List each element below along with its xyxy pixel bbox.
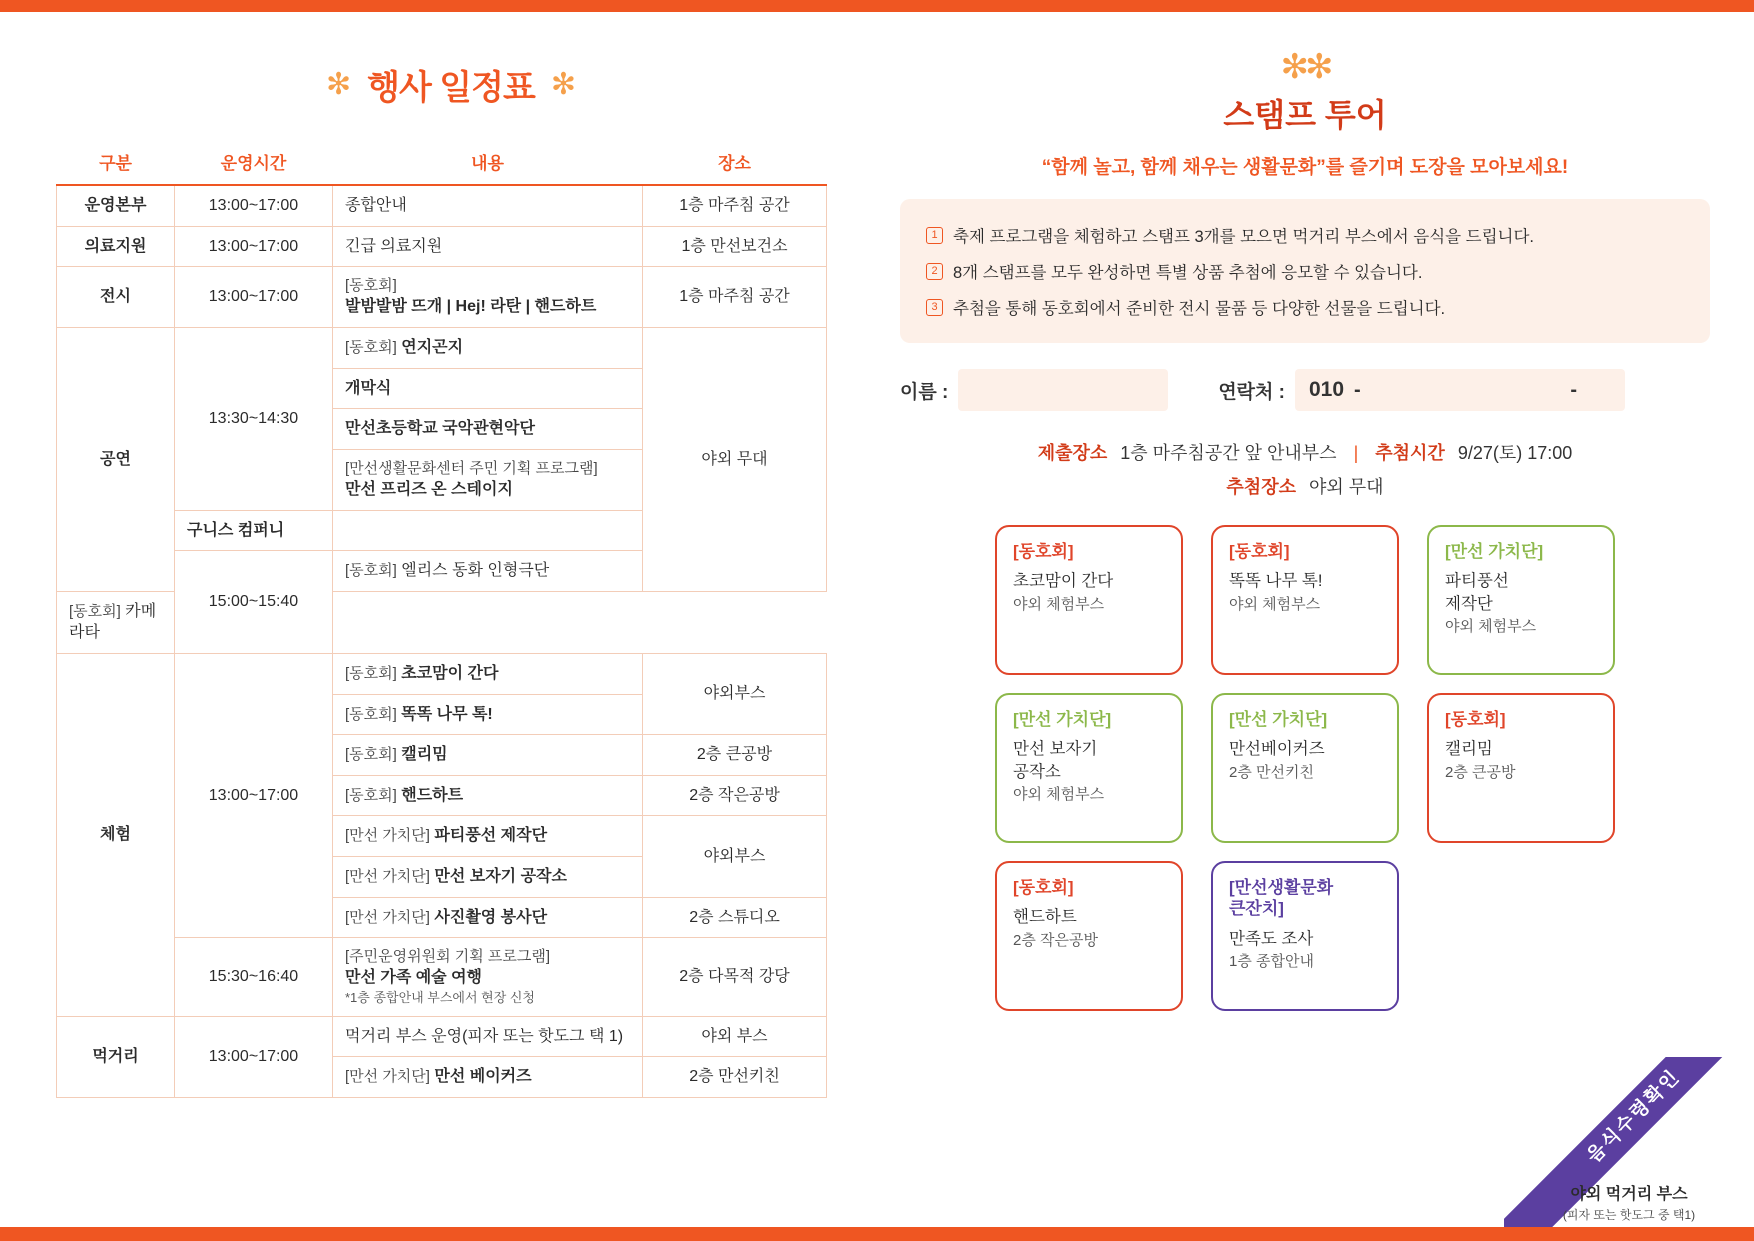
stamp-location: 야외 체험부스 <box>1013 785 1105 803</box>
cell-category: 공연 <box>57 328 175 592</box>
cell-content <box>333 694 643 735</box>
cell-content <box>333 857 643 898</box>
cell-place: 2층 큰공방 <box>643 735 827 776</box>
schedule-table <box>56 143 827 1098</box>
draw-place-label: 추첨장소 <box>1226 477 1296 497</box>
cell-content <box>333 816 643 857</box>
separator: | <box>1353 443 1359 463</box>
table-row <box>57 654 827 695</box>
stamp-cell[interactable] <box>1211 525 1399 675</box>
column-header-content: 내용 <box>333 143 643 185</box>
notice-number: 1 <box>926 227 943 244</box>
cell-club: [만선 가치단] <box>345 1068 430 1086</box>
stamp-tag: [동호회] <box>1445 710 1506 729</box>
stamp-tour-panel <box>900 50 1710 1011</box>
cell-club: [만선생활문화센터 주민 기획 프로그램] <box>345 459 598 477</box>
name-input[interactable] <box>958 369 1168 411</box>
cell-club: [동호회] <box>345 562 397 580</box>
stamp-tag: [동호회] <box>1013 878 1074 897</box>
top-accent-bar <box>0 0 1754 12</box>
food-claim-ribbon: 음식수령확인 <box>1504 1057 1754 1227</box>
cell-content-text: 똑똑 나무 톡! <box>401 705 493 723</box>
cell-content <box>333 449 643 510</box>
cell-content <box>175 510 333 551</box>
table-row <box>57 1016 827 1057</box>
cell-club: [만선 가치단] <box>345 827 430 845</box>
page-title: 행사 일정표 <box>367 69 535 107</box>
cell-time: 13:30~14:30 <box>175 328 333 511</box>
stamp-cell[interactable] <box>995 861 1183 1011</box>
participant-form <box>900 369 1710 411</box>
cell-category: 먹거리 <box>57 1016 175 1097</box>
stamp-tag: [만선 가치단] <box>1013 710 1112 729</box>
stamp-name: 파티풍선 제작단 <box>1445 572 1509 613</box>
cell-content <box>333 409 643 450</box>
stamp-cell[interactable] <box>1427 693 1615 843</box>
cell-content-text: 만선 가족 예술 여행 <box>345 969 482 987</box>
stamp-name: 만선베이커즈 <box>1229 740 1325 759</box>
submit-place-label: 제출장소 <box>1037 443 1108 463</box>
cell-content-text: 사진촬영 봉사단 <box>434 908 548 926</box>
cell-club: [동호회] <box>345 746 397 764</box>
stamp-location: 2층 작은공방 <box>1013 931 1098 949</box>
sparkle-double-icon: ✻✻ <box>1280 48 1330 86</box>
notice-item <box>926 253 1688 289</box>
phone-dash-2: - <box>1570 378 1577 401</box>
contact-input[interactable] <box>1295 369 1625 411</box>
cell-place: 2층 작은공방 <box>643 775 827 816</box>
stamp-location: 야외 체험부스 <box>1229 595 1321 613</box>
food-claim-corner <box>1504 1057 1754 1227</box>
cell-place: 1층 만선보건소 <box>643 226 827 267</box>
phone-prefix: 010 <box>1309 378 1345 401</box>
table-row <box>57 185 827 226</box>
stamp-cell[interactable] <box>1211 693 1399 843</box>
draw-place-value: 야외 무대 <box>1309 477 1384 497</box>
cell-content-text: 구니스 컴퍼니 <box>187 521 285 539</box>
table-header-row <box>57 143 827 185</box>
stamp-tag: [만선 가치단] <box>1229 710 1328 729</box>
cell-place: 야외부스 <box>643 816 827 897</box>
cell-club: [주민운영위원회 기획 프로그램] <box>345 948 551 966</box>
cell-club: [만선 가치단] <box>345 868 430 885</box>
stamp-tour-subtitle: “함께 놀고, 함께 채우는 생활문화”를 즐기며 도장을 모아보세요! <box>1041 157 1569 178</box>
cell-content <box>333 735 643 776</box>
cell-content <box>333 328 643 369</box>
cell-content-text: 발밤발밤 뜨개 | Hej! 라탄 | 핸드하트 <box>345 298 597 316</box>
stamp-name: 만족도 조사 <box>1229 929 1314 948</box>
cell-club: [만선 가치단] <box>345 908 430 926</box>
cell-content-text: 파티풍선 제작단 <box>434 827 548 845</box>
cell-category: 체험 <box>57 654 175 1017</box>
food-booth-note: (피자 또는 핫도그 중 택1) <box>1562 1208 1696 1222</box>
cell-content <box>333 1016 643 1057</box>
cell-place: 1층 마주침 공간 <box>643 185 827 226</box>
column-header-place: 장소 <box>643 143 827 185</box>
notice-number: 3 <box>926 299 943 316</box>
stamp-location: 2층 만선키친 <box>1229 763 1314 781</box>
cell-content-text: 만선 베이커즈 <box>434 1068 532 1086</box>
cell-content: 긴급 의료지원 <box>333 226 643 267</box>
notice-text: 8개 스탬프를 모두 완성하면 특별 상품 추첨에 응모할 수 있습니다. <box>953 264 1423 282</box>
cell-content-text: 만선 프리즈 온 스테이지 <box>345 481 513 499</box>
stamp-tag: [동호회] <box>1013 542 1074 561</box>
food-claim-caption <box>1514 1181 1744 1223</box>
cell-place: 2층 다목적 강당 <box>643 938 827 1016</box>
cell-time: 13:00~17:00 <box>175 654 333 938</box>
column-header-time: 운영시간 <box>175 143 333 185</box>
cell-time: 13:00~17:00 <box>175 185 333 226</box>
name-label: 이름 : <box>900 381 949 403</box>
stamp-location: 야외 체험부스 <box>1013 595 1105 613</box>
notice-text: 추첨을 통해 동호회에서 준비한 전시 물품 등 다양한 선물을 드립니다. <box>953 300 1446 318</box>
submit-info <box>900 439 1710 499</box>
cell-time: 13:00~17:00 <box>175 1016 333 1097</box>
stamp-location: 야외 체험부스 <box>1445 617 1537 635</box>
cell-note: *1층 종합안내 부스에서 현장 신청 <box>345 990 535 1006</box>
cell-content-text: 카메라타 <box>69 602 157 642</box>
cell-time: 15:00~15:40 <box>175 551 333 654</box>
stamp-tag: [동호회] <box>1229 542 1290 561</box>
cell-content <box>333 368 643 409</box>
cell-content-text: 엘리스 동화 인형극단 <box>401 562 550 580</box>
sparkle-icon: ✻ <box>550 67 576 101</box>
cell-content-text: 먹거리 부스 운영(피자 또는 핫도그 택 1) <box>345 1027 624 1045</box>
food-booth-label: 야외 먹거리 부스 <box>1570 1186 1688 1203</box>
cell-time: 13:00~17:00 <box>175 226 333 267</box>
cell-category: 전시 <box>57 267 175 328</box>
cell-club: [동호회] <box>345 339 397 357</box>
draw-time-value: 9/27(토) 17:00 <box>1457 443 1573 463</box>
notice-text: 축제 프로그램을 체험하고 스탬프 3개를 모으면 먹거리 부스에서 음식을 드립니다. <box>953 228 1535 246</box>
table-row <box>57 267 827 328</box>
bottom-accent-bar <box>0 1227 1754 1241</box>
draw-time-label: 추첨시간 <box>1375 443 1445 463</box>
table-row <box>57 591 827 653</box>
cell-category: 의료지원 <box>57 226 175 267</box>
stamp-location: 2층 큰공방 <box>1445 763 1516 781</box>
sparkle-icon: ✻ <box>326 67 352 101</box>
cell-content <box>333 1057 643 1098</box>
phone-dash-1: - <box>1354 378 1361 401</box>
cell-content <box>333 775 643 816</box>
cell-content <box>333 267 643 328</box>
stamp-tag: [만선 가치단] <box>1445 542 1544 561</box>
stamp-location: 1층 종합안내 <box>1229 952 1314 970</box>
notice-box <box>900 199 1710 343</box>
cell-club: [동호회] <box>345 665 397 683</box>
cell-content <box>333 938 643 1016</box>
cell-content-text: 초코맘이 간다 <box>401 665 499 683</box>
cell-place: 야외부스 <box>643 654 827 735</box>
notice-item <box>926 217 1688 253</box>
cell-content-text: 만선 보자기 공작소 <box>434 868 567 885</box>
cell-content <box>57 591 175 653</box>
submit-place-value: 1층 마주침공간 앞 안내부스 <box>1120 443 1337 463</box>
cell-content-text: 핸드하트 <box>401 786 464 804</box>
cell-content-text: 만선초등학교 국악관현악단 <box>345 420 535 438</box>
stamp-name: 핸드하트 <box>1013 908 1077 927</box>
stamp-cell[interactable] <box>995 525 1183 675</box>
cell-place: 2층 스튜디오 <box>643 897 827 938</box>
notice-number: 2 <box>926 263 943 280</box>
stamp-tour-title: 스탬프 투어 <box>1223 97 1387 133</box>
cell-place: 야외 부스 <box>643 1016 827 1057</box>
stamp-cell[interactable] <box>1427 525 1615 675</box>
stamp-name: 초코맘이 간다 <box>1013 572 1114 591</box>
cell-content-text: 개막식 <box>345 379 392 397</box>
cell-content <box>333 551 643 592</box>
stamp-grid <box>900 525 1710 1011</box>
cell-category: 운영본부 <box>57 185 175 226</box>
stamp-name: 똑똑 나무 톡! <box>1229 572 1323 591</box>
table-row <box>57 226 827 267</box>
stamp-name: 캘리밈 <box>1445 740 1493 759</box>
cell-content <box>333 897 643 938</box>
cell-time: 13:00~17:00 <box>175 267 333 328</box>
schedule-title-row <box>56 60 846 109</box>
stamp-cell[interactable] <box>995 693 1183 843</box>
cell-place: 1층 마주침 공간 <box>643 267 827 328</box>
table-row <box>57 328 827 369</box>
cell-place: 야외 무대 <box>643 328 827 592</box>
cell-content <box>333 654 643 695</box>
cell-club: [동호회] <box>345 277 397 295</box>
stamp-tag: [만선생활문화 큰잔치] <box>1229 878 1334 919</box>
cell-club: [동호회] <box>69 602 121 620</box>
cell-content-text: 캘리밈 <box>401 746 448 764</box>
cell-content-text: 연지곤지 <box>401 339 464 357</box>
cell-club: [동호회] <box>345 786 397 804</box>
cell-club: [동호회] <box>345 705 397 723</box>
schedule-panel <box>56 60 846 1098</box>
stamp-name: 만선 보자기 공작소 <box>1013 740 1098 781</box>
cell-place: 2층 만선키친 <box>643 1057 827 1098</box>
contact-label: 연락처 : <box>1218 381 1285 403</box>
notice-item <box>926 289 1688 325</box>
cell-time: 15:30~16:40 <box>175 938 333 1016</box>
column-header-category: 구분 <box>57 143 175 185</box>
stamp-cell[interactable] <box>1211 861 1399 1011</box>
cell-content: 종합안내 <box>333 185 643 226</box>
